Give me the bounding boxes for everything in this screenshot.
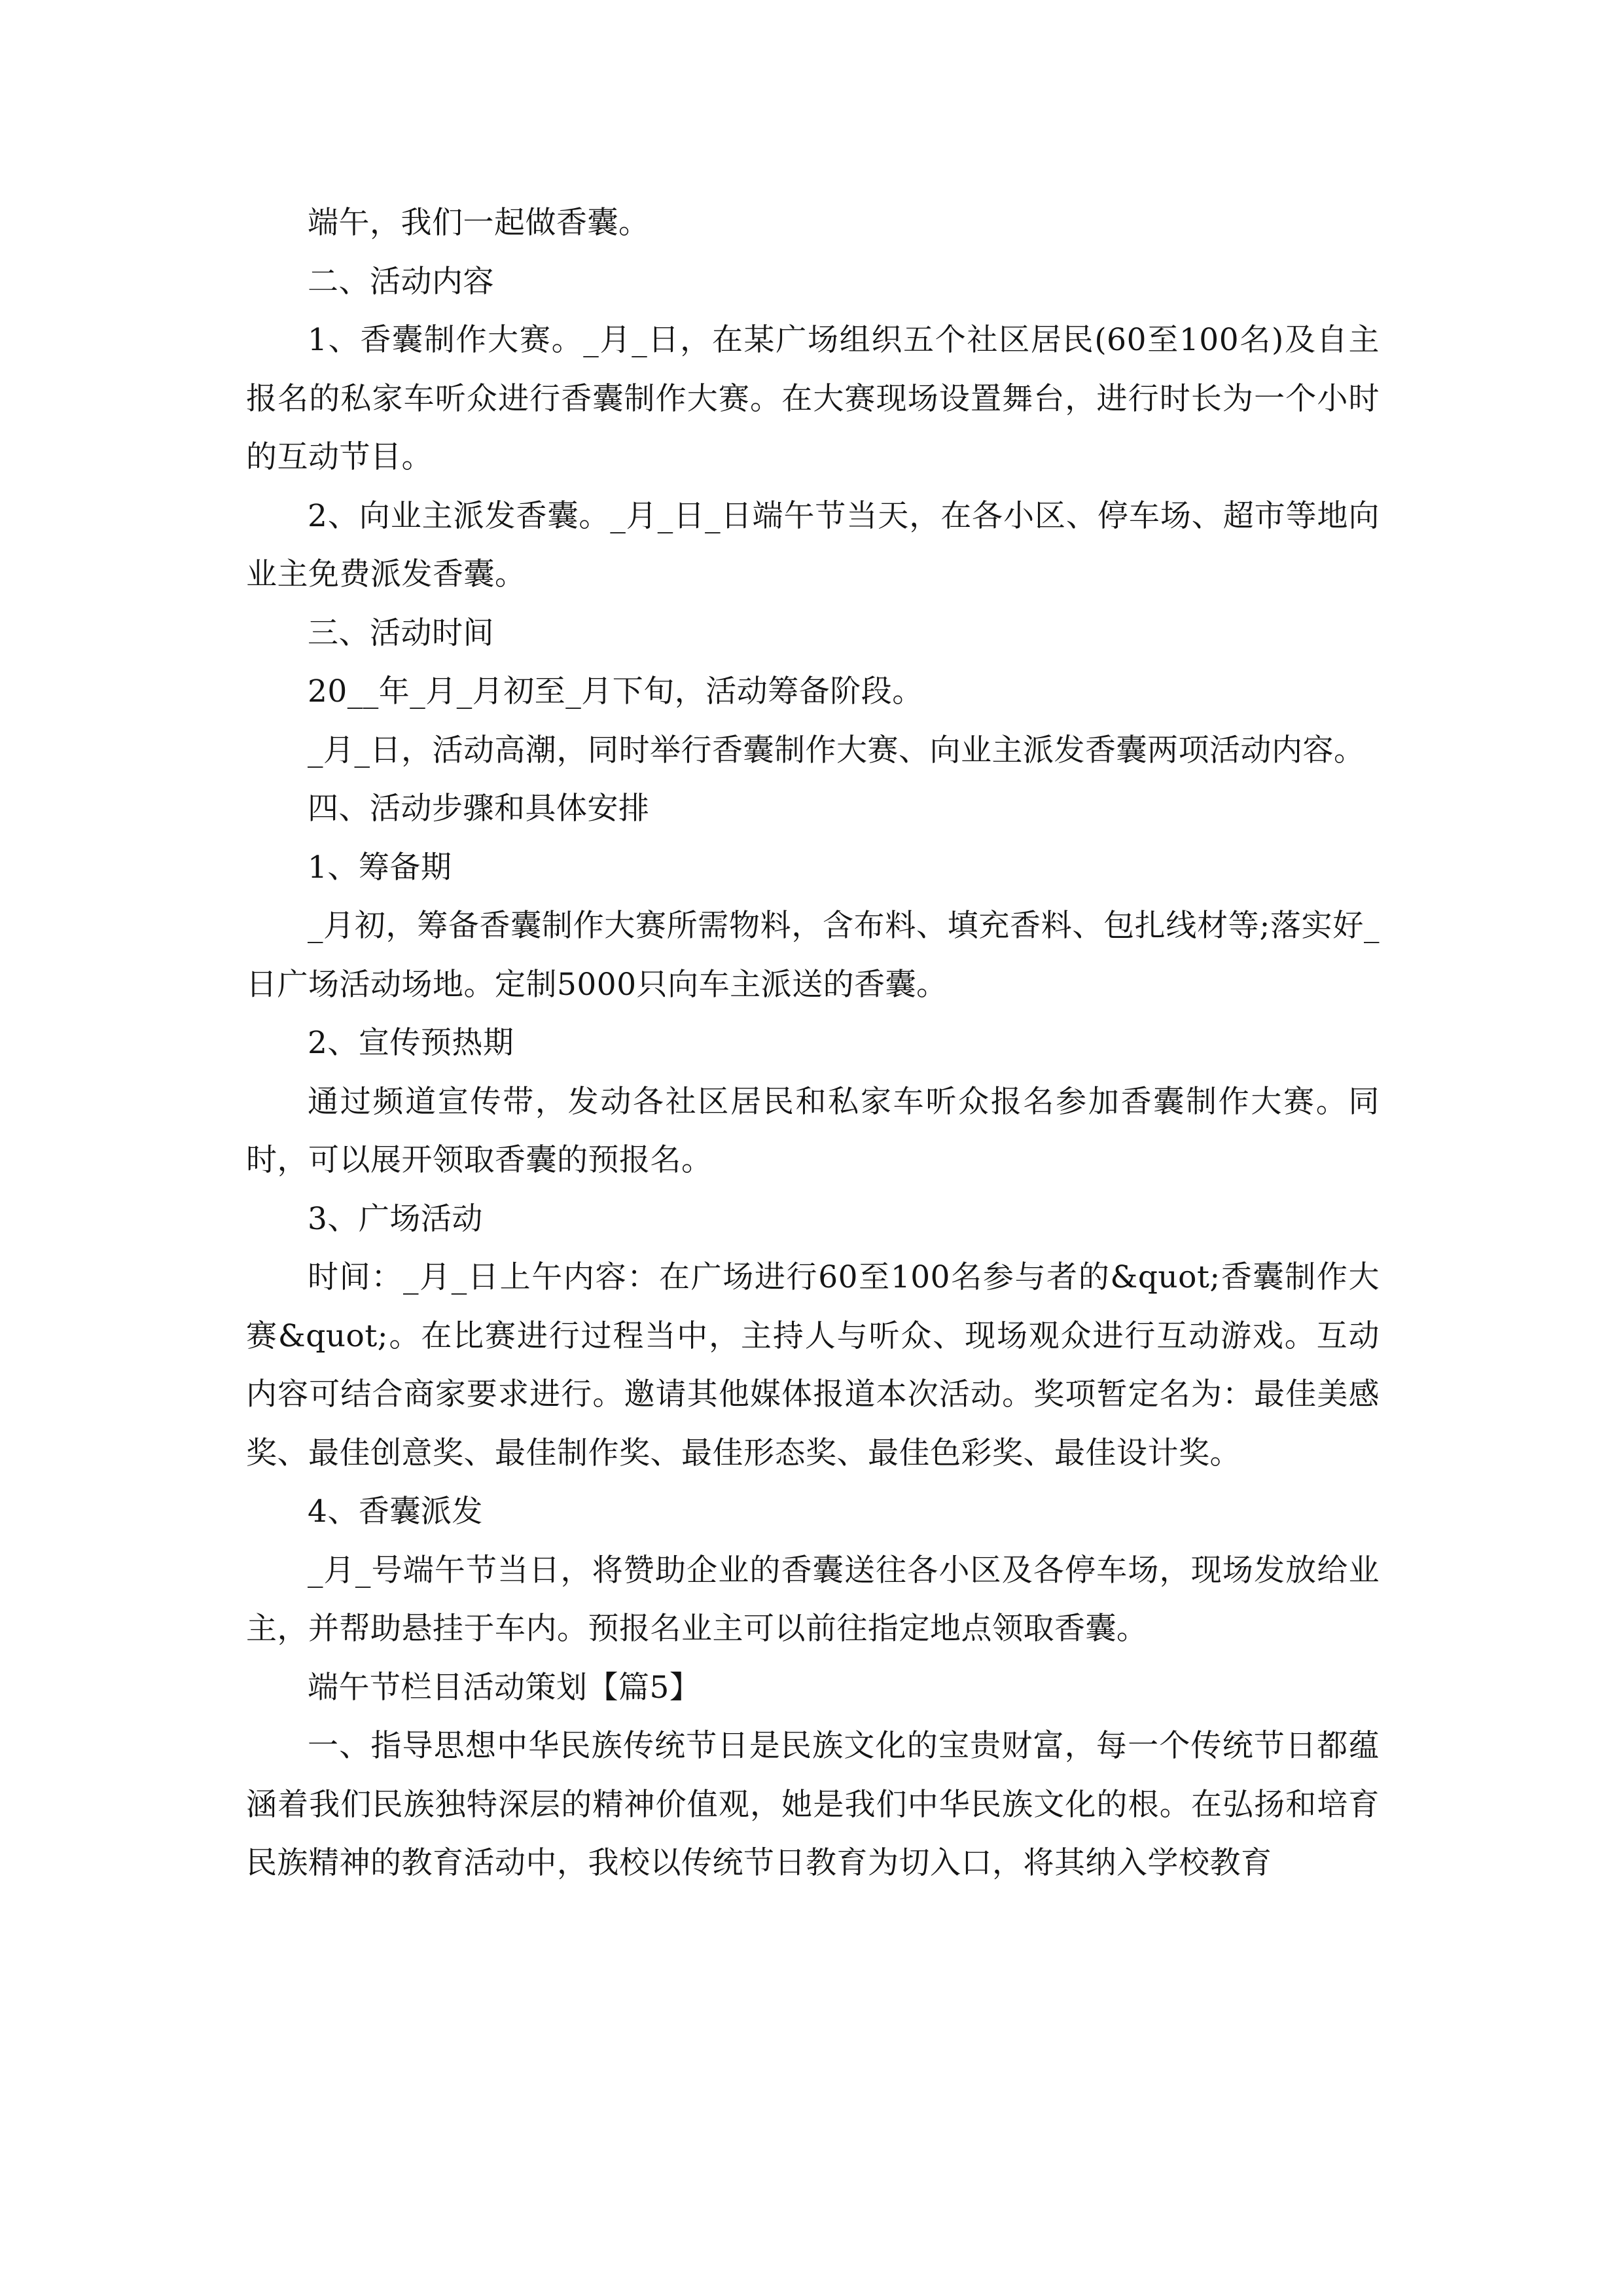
subsection-heading: 2、宣传预热期 <box>308 1025 514 1061</box>
document-body <box>246 194 1380 1893</box>
paragraph: _月_日，活动高潮，同时举行香囊制作大赛、向业主派发香囊两项活动内容。 <box>308 732 1365 768</box>
paragraph: 端午，我们一起做香囊。 <box>308 205 650 241</box>
article-title: 端午节栏目活动策划【篇5】 <box>308 1669 701 1706</box>
paragraph: 通过频道宣传带，发动各社区居民和私家车听众报名参加香囊制作大赛。同时，可以展开领取香囊的预报名。 <box>246 1083 1380 1178</box>
paragraph: _月_号端午节当日，将赞助企业的香囊送往各小区及各停车场，现场发放给业主，并帮助悬挂于车内。预报名业主可以前往指定地点领取香囊。 <box>246 1552 1380 1647</box>
paragraph: 时间：_月_日上午内容：在广场进行60至100名参与者的&quot;香囊制作大赛&quot;。在比赛进行过程当中，主持人与听众、现场观众进行互动游戏。互动内容可结合商家要求进行。邀请其他媒体报道本次活动。奖项暂定名为：最佳美感奖、最佳创意奖、最佳制作奖、最佳形态奖、最佳色彩奖、最佳设计奖。 <box>246 1259 1380 1471</box>
paragraph: 一、指导思想中华民族传统节日是民族文化的宝贵财富，每一个传统节日都蕴涵着我们民族独特深层的精神价值观，她是我们中华民族文化的根。在弘扬和培育民族精神的教育活动中，我校以传统节日教育为切入口，将其纳入学校教育 <box>246 1728 1380 1881</box>
section-heading: 四、活动步骤和具体安排 <box>308 791 650 827</box>
paragraph: 1、香囊制作大赛。_月_日，在某广场组织五个社区居民(60至100名)及自主报名的私家车听众进行香囊制作大赛。在大赛现场设置舞台，进行时长为一个小时的互动节目。 <box>246 322 1380 475</box>
paragraph: 2、向业主派发香囊。_月_日_日端午节当天，在各小区、停车场、超市等地向业主免费派发香囊。 <box>246 497 1380 592</box>
section-heading: 二、活动内容 <box>308 263 494 300</box>
section-heading: 三、活动时间 <box>308 615 494 651</box>
subsection-heading: 1、筹备期 <box>308 849 452 886</box>
paragraph: 20__年_月_月初至_月下旬，活动筹备阶段。 <box>308 673 923 709</box>
paragraph: _月初，筹备香囊制作大赛所需物料，含布料、填充香料、包扎线材等;落实好_日广场活动场地。定制5000只向车主派送的香囊。 <box>246 908 1380 1003</box>
subsection-heading: 4、香囊派发 <box>308 1494 483 1530</box>
subsection-heading: 3、广场活动 <box>308 1200 483 1237</box>
